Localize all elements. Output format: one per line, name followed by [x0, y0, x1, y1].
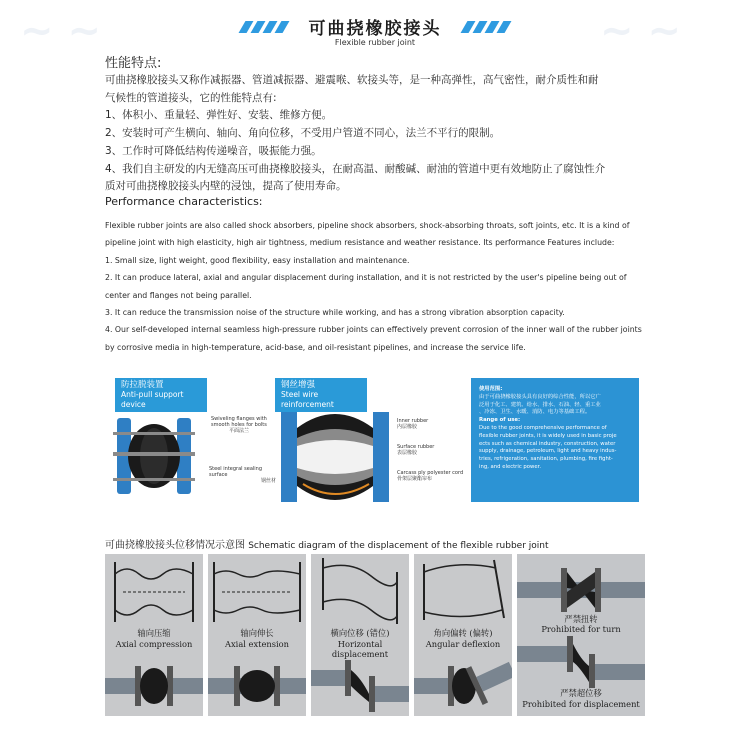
diagram-title — [105, 536, 549, 551]
cn-line: 4、我们自主研发的内无缝高压可曲挠橡胶接头，在耐高温、耐酸碱、耐油的管道中更有效地防止了腐蚀性介 — [105, 162, 606, 175]
caption-cn: 轴向压缩 — [137, 628, 171, 638]
cell-horizontal-displacement — [311, 554, 409, 716]
caption-cn: 角向偏转 (偏转) — [433, 628, 493, 638]
caption-en: Angular deflexion — [425, 639, 501, 649]
callout-swivel-cn: 平面法兰 — [229, 428, 250, 434]
info-line: flexible rubber joints, it is widely used in basic proje — [479, 432, 617, 439]
callout-inner — [397, 418, 467, 430]
info-line: supply, drainage, petroleum, light and heavy indus- — [479, 448, 617, 455]
cell-angular-deflexion — [414, 554, 512, 716]
callout-surface — [397, 444, 467, 456]
info-line: 泛用于化工、建筑、给水、排水、石油、轻、重工业 — [479, 401, 601, 408]
cn-heading: 性能特点: — [105, 56, 162, 71]
over-displaced-joint-drawing — [517, 636, 645, 688]
en-section — [105, 195, 645, 208]
caption-cn: 严禁扭转 — [564, 614, 598, 624]
caption-en: Prohibited for displacement — [522, 699, 640, 709]
page-subtitle: Flexible rubber joint — [334, 38, 416, 47]
rubber-joint-photo — [111, 408, 197, 504]
info-line: Due to the good comprehensive performance of — [479, 424, 607, 431]
callout-inner-cn: 内层橡胶 — [397, 424, 418, 430]
header-right-stripes — [462, 18, 510, 30]
en-line: by corrosive media in high-temperature, acid-base, and oil-resistant pipelines, and increase the service life. — [105, 342, 526, 352]
angular-deflexion-drawing — [414, 558, 512, 626]
usage-info-box — [471, 378, 639, 502]
callout-seal-en: Steel integral sealing surface — [209, 466, 262, 478]
pipe-joint-drawing — [311, 658, 409, 714]
diagram-title-en: Schematic diagram of the displacement of the flexible rubber joint — [248, 541, 549, 551]
callout-swivel — [211, 416, 271, 434]
cn-line: 质对可曲挠橡胶接头内壁的浸蚀，提高了使用寿命。 — [105, 180, 347, 193]
twisted-joint-drawing — [517, 562, 645, 618]
callout-swivel-en: Swiveling flanges with smooth holes for bolts — [211, 416, 267, 428]
cross-section-diagram — [273, 406, 397, 506]
tag-steel-wire-cn: 钢丝增强 — [281, 380, 316, 390]
caption-en: Prohibited for turn — [541, 624, 621, 634]
cell-prohibited-turn — [517, 554, 645, 716]
cn-line: 可曲挠橡胶接头又称作减振器、管道减振器、避震喉、软接头等，是一种高弹性，高气密性，耐介质性和耐 — [105, 74, 599, 86]
en-body — [105, 217, 645, 356]
info-line: 使用范围: — [479, 386, 503, 392]
callout-inner-en: Inner rubber — [397, 418, 429, 424]
pipe-joint-drawing — [414, 658, 512, 714]
en-line: 2. It can produce lateral, axial and angular displacement during installation, and it is not restricted by the user's pipeline being out of — [105, 273, 627, 283]
cn-line: 1、体积小、重量轻、弹性好、安装、维修方便。 — [105, 109, 333, 122]
en-line: 1. Small size, light weight, good flexibility, easy installation and maintenance. — [105, 255, 410, 265]
caption-en: Axial compression — [115, 639, 193, 649]
en-line: center and flanges not being parallel. — [105, 290, 252, 300]
cn-line: 2、安装时可产生横向、轴向、角向位移，不受用户管道不同心，法兰不平行的限制。 — [105, 127, 501, 140]
displacement-diagram — [105, 554, 645, 716]
info-line: Range of use: — [479, 417, 521, 424]
axial-compression-drawing — [105, 558, 203, 626]
callout-seal-cn: 钢丝材 — [261, 478, 277, 484]
tag-anti-pull-cn: 防拉脱装置 — [121, 380, 164, 390]
caption-en: Horizontal displacement — [331, 639, 389, 659]
horizontal-displacement-drawing — [311, 558, 409, 626]
axial-extension-drawing — [208, 558, 306, 626]
info-line: ects such as chemical industry, construction, water — [479, 440, 616, 447]
diagram-title-cn: 可曲挠橡胶接头位移情况示意图 — [105, 540, 245, 551]
en-line: Flexible rubber joints are also called shock absorbers, pipeline shock absorbers, shock-absorbing throats, soft joints, etc. It is a kind of — [105, 221, 630, 230]
en-line: pipeline joint with high elasticity, high air tightness, medium resistance and weather resistance. Its performance Features include: — [105, 238, 615, 248]
cn-body — [105, 72, 645, 196]
en-line: 3. It can reduce the transmission noise of the structure while working, and has a strong vibration absorption capacity. — [105, 308, 565, 318]
en-line: 4. Our self-developed internal seamless high-pressure rubber joints can effectively prevent corrosion of the inner wall of the rubber joints — [105, 325, 642, 335]
caption-cn: 轴向伸长 — [240, 628, 274, 638]
callout-carcass-cn: 骨架层聚酯帘布 — [397, 476, 433, 482]
info-line: 、冷冻、卫生、水暖、消防、电力等基础工程。 — [479, 409, 591, 416]
watermark: ~ ~ — [600, 8, 681, 54]
tag-steel-wire-en: Steel wire reinforcement — [281, 390, 334, 409]
caption-en: Axial extension — [225, 639, 289, 649]
watermark: ~ ~ — [20, 8, 101, 54]
info-line: tries, refrigeration, sanitation, plumbing, fire fight- — [479, 456, 613, 463]
callout-seal — [209, 466, 279, 484]
callout-surface-cn: 表层橡胶 — [397, 450, 418, 456]
cn-line: 气候性的管道接头，它的性能特点有: — [105, 91, 277, 104]
pipe-joint-drawing — [208, 658, 306, 714]
tag-anti-pull-en: Anti-pull support device — [121, 390, 184, 409]
tag-anti-pull — [115, 378, 207, 412]
caption-cn: 横向位移 (错位) — [330, 628, 390, 638]
en-heading: Performance characteristics: — [105, 195, 263, 208]
info-line: 由于可曲挠橡胶接头具有良好的综合性能，所以它广 — [479, 393, 601, 400]
caption-cn: 严禁超位移 — [560, 688, 602, 698]
cn-section — [105, 52, 645, 71]
cn-line: 3、工作时可降低结构传递噪音，吸振能力强。 — [105, 144, 322, 157]
page-title: 可曲挠橡胶接头 — [308, 19, 442, 39]
info-line: ing, and electric power. — [479, 463, 542, 470]
callout-carcass-en: Carcass ply polyester cord — [397, 470, 464, 476]
callout-surface-en: Surface rubber — [397, 444, 435, 450]
cell-axial-compression — [105, 554, 203, 716]
callout-carcass — [397, 470, 469, 482]
pipe-joint-drawing — [105, 658, 203, 714]
product-panel — [105, 372, 645, 512]
cell-axial-extension — [208, 554, 306, 716]
page-header — [0, 8, 750, 48]
